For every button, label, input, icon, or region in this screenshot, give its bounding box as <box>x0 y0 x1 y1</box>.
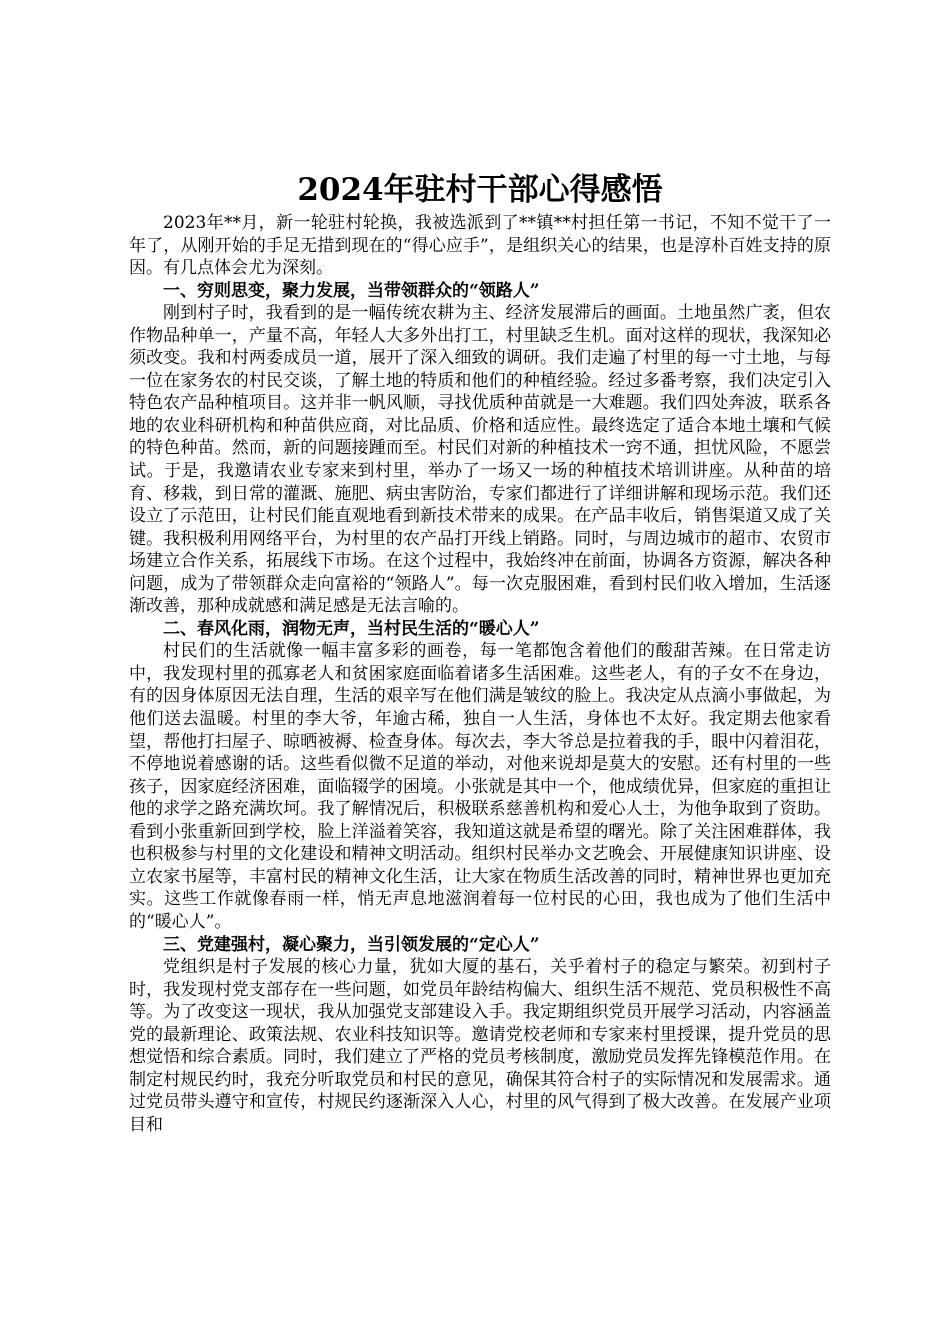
section-3-body: 党组织是村子发展的核心力量，犹如大厦的基石，关乎着村子的稳定与繁荣。初到村子时，我发现村党支部存在一些问题，如党员年龄结构偏大、组织生活不规范、党员积极性不高等。为了改变这一现状，我从加强党支部建设入手。我定期组织党员开展学习活动，内容涵盖党的最新理论、政策法规、农业科技知识等。邀请党校老师和专家来村里授课，提升党员的思想觉悟和综合素质。同时，我们建立了严格的党员考核制度，激励党员发挥先锋模范作用。在制定村规民约时，我充分听取党员和村民的意见，确保其符合村子的实际情况和发展需求。通过党员带头遵守和宣传，村规民约逐渐深入人心，村里的风气得到了极大改善。在发展产业项目和 <box>129 957 831 1135</box>
section-1-heading: 一、穷则思变，聚力发展，当带领群众的“领路人” <box>163 280 540 301</box>
section-2-body: 村民们的生活就像一幅丰富多彩的画卷，每一笔都饱含着他们的酸甜苦辣。在日常走访中，我发现村里的孤寡老人和贫困家庭面临着诸多生活困难。这些老人，有的子女不在身边，有的因身体原因无法自理，生活的艰辛写在他们满是皱纹的脸上。我决定从点滴小事做起，为他们送去温暖。村里的李大爷，年逾古稀，独自一人生活，身体也不太好。我定期去他家看望，帮他打扫屋子、晾晒被褥、检查身体。每次去，李大爷总是拉着我的手，眼中闪着泪花，不停地说着感谢的话。这些看似微不足道的举动，对他来说却是莫大的安慰。还有村里的一些孩子，因家庭经济困难，面临辍学的困境。小张就是其中一个，他成绩优异，但家庭的重担让他的求学之路充满坎坷。我了解情况后，积极联系慈善机构和爱心人士，为他争取到了资助。看到小张重新回到学校，脸上洋溢着笑容，我知道这就是希望的曙光。除了关注困难群体，我也积极参与村里的文化建设和精神文明活动。组织村民举办文艺晚会、开展健康知识讲座、设立农家书屋等，丰富村民的精神文化生活，让大家在物质生活改善的同时，精神世界也更加充实。这些工作就像春雨一样，悄无声息地滋润着每一位村民的心田，我也成为了他们生活中的“暖心人”。 <box>129 641 831 932</box>
section-3-heading: 三、党建强村，凝心聚力，当引领发展的“定心人” <box>163 934 540 955</box>
section-1-body: 刚到村子时，我看到的是一幅传统农耕为主、经济发展滞后的画面。土地虽然广袤，但农作物品种单一，产量不高，年轻人大多外出打工，村里缺乏生机。面对这样的现状，我深知必须改变。我和村两委成员一道，展开了深入细致的调研。我们走遍了村里的每一寸土地，与每一位在家务农的村民交谈，了解土地的特质和他们的种植经验。经过多番考察，我们决定引入特色农产品种植项目。这并非一帆风顺，寻找优质种苗就是一大难题。我们四处奔波，联系各地的农业科研机构和种苗供应商，对比品质、价格和适应性。最终选定了适合本地土壤和气候的特色种苗。然而，新的问题接踵而至。村民们对新的种植技术一窍不通，担忧风险，不愿尝试。于是，我邀请农业专家来到村里，举办了一场又一场的种植技术培训讲座。从种苗的培育、移栽，到日常的灌溉、施肥、病虫害防治，专家们都进行了详细讲解和现场示范。我们还设立了示范田，让村民们能直观地看到新技术带来的成果。在产品丰收后，销售渠道又成了关键。我积极利用网络平台，为村里的农产品打开线上销路。同时，与周边城市的超市、农贸市场建立合作关系，拓展线下市场。在这个过程中，我始终冲在前面，协调各方资源，解决各种问题，成为了带领群众走向富裕的“领路人”。每一次克服困难，看到村民们收入增加，生活逐渐改善，那种成就感和满足感是无法言喻的。 <box>129 303 831 617</box>
document-page <box>129 170 831 1136</box>
section-2-heading: 二、春风化雨，润物无声，当村民生活的“暖心人” <box>163 618 540 639</box>
intro-paragraph: 2023年**月，新一轮驻村轮换，我被选派到了**镇**村担任第一书记，不知不觉干了一年了，从刚开始的手足无措到现在的“得心应手”，是组织关心的结果，也是淳朴百姓支持的原因。有几点体会尤为深刻。 <box>129 213 831 279</box>
document-title: 2024年驻村干部心得感悟 <box>297 172 663 208</box>
